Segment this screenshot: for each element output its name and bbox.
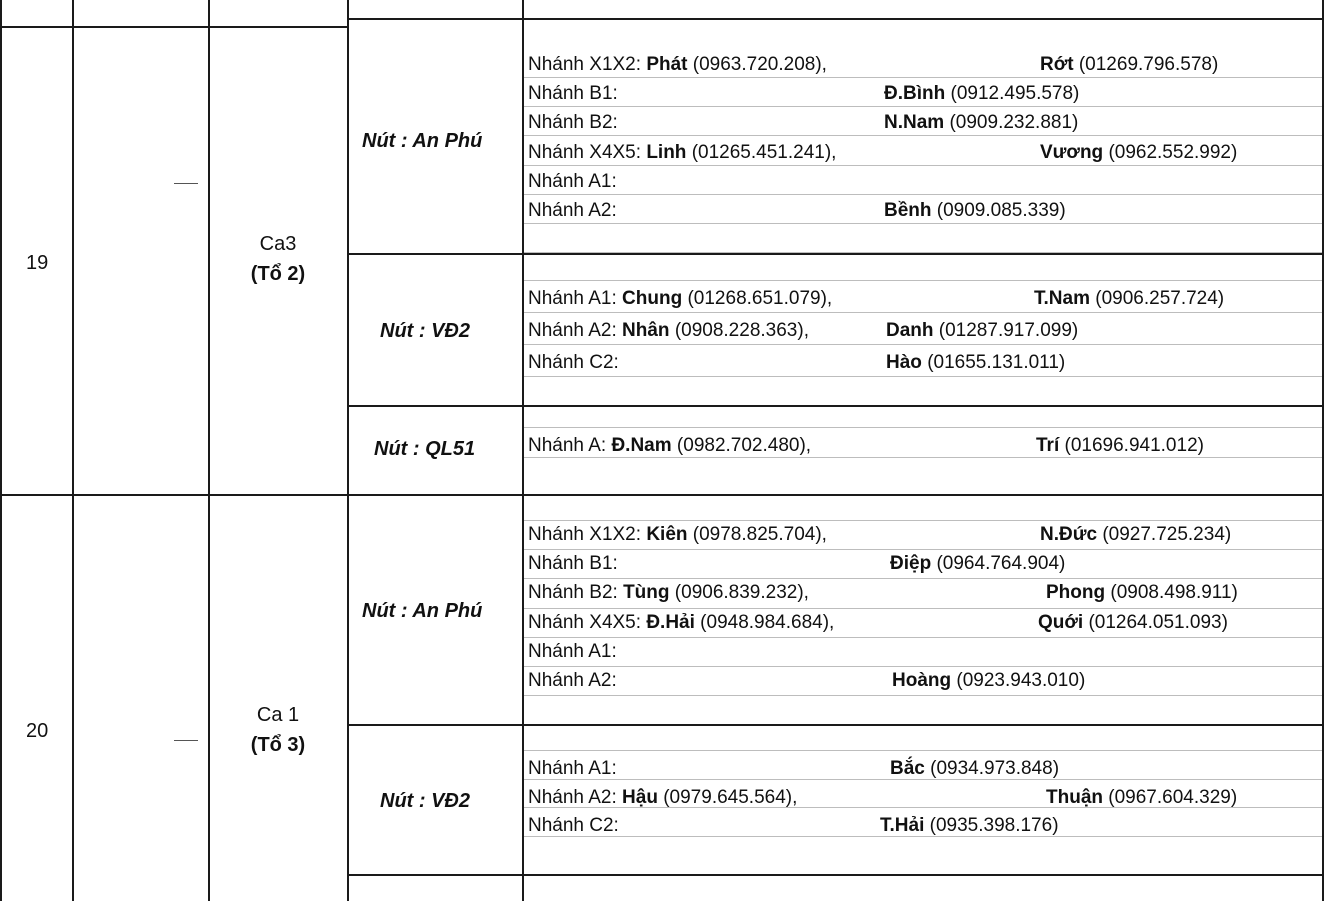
node-label: Nút : VĐ2	[380, 320, 470, 342]
contact-phone: (0906.839.232),	[674, 582, 809, 603]
branch-line	[528, 112, 618, 134]
guide-line	[524, 252, 1322, 253]
contact-phone: (0982.702.480),	[676, 435, 812, 456]
contact-phone: (0934.973.848)	[930, 758, 1060, 779]
contact-name: Hoàng	[892, 670, 952, 691]
contact-phone: (0923.943.010)	[956, 670, 1086, 691]
contact-name: T.Hải	[880, 815, 925, 836]
contact-phone: (0967.604.329)	[1108, 787, 1238, 808]
shift-label: Ca 1	[256, 704, 300, 726]
guide-line	[524, 344, 1322, 345]
contact-name: Thuận	[1046, 787, 1103, 808]
branch-name: Nhánh A1:	[528, 288, 617, 309]
branch-contact-2	[1046, 787, 1237, 809]
node-separator	[347, 874, 1324, 876]
branch-line	[528, 54, 827, 76]
contact-phone: (01264.051.093)	[1088, 612, 1228, 633]
contact-phone: (0935.398.176)	[929, 815, 1059, 836]
contact-phone: (0963.720.208),	[692, 54, 827, 75]
branch-name: Nhánh B2:	[528, 112, 618, 133]
guide-line	[524, 578, 1322, 579]
branch-line	[528, 83, 618, 105]
contact-phone: (0906.257.724)	[1095, 288, 1225, 309]
contact-name: Linh	[646, 142, 687, 163]
scan-mark	[174, 183, 198, 184]
table-column-divider	[347, 0, 349, 901]
branch-name: Nhánh C2:	[528, 815, 619, 836]
contact-name: N.Đức	[1040, 524, 1098, 545]
guide-line	[524, 77, 1322, 78]
branch-contact-2	[1046, 582, 1238, 604]
contact-phone: (01287.917.099)	[938, 320, 1079, 341]
contact-name: Trí	[1036, 435, 1060, 456]
branch-name: Nhánh A2:	[528, 200, 617, 221]
branch-name: Nhánh B1:	[528, 83, 618, 104]
node-separator	[347, 253, 1324, 255]
contact-phone: (0912.495.578)	[950, 83, 1080, 104]
branch-contact-2	[884, 200, 1066, 222]
branch-name: Nhánh A2:	[528, 787, 617, 808]
branch-contact-2	[886, 352, 1065, 374]
branch-line	[528, 787, 797, 809]
branch-contact-2	[1034, 288, 1224, 310]
branch-contact-2	[890, 553, 1065, 575]
guide-line	[524, 637, 1322, 638]
guide-line	[524, 750, 1322, 751]
guide-line	[524, 666, 1322, 667]
guide-line	[524, 549, 1322, 550]
node-separator	[347, 405, 1324, 407]
contact-phone: (0927.725.234)	[1102, 524, 1232, 545]
table-border-right	[1322, 0, 1324, 901]
branch-name: Nhánh A:	[528, 435, 607, 456]
branch-contact-2	[1040, 54, 1218, 76]
contact-phone: (01268.651.079),	[687, 288, 833, 309]
contact-name: Đ.Bình	[884, 83, 946, 104]
contact-name: Điệp	[890, 553, 932, 574]
contact-phone: (0948.984.684),	[700, 612, 835, 633]
scan-mark	[174, 740, 198, 741]
branch-line	[528, 171, 617, 193]
contact-name: Bềnh	[884, 200, 932, 221]
guide-line	[524, 165, 1322, 166]
guide-line	[524, 223, 1322, 224]
contact-name: Phong	[1046, 582, 1106, 603]
contact-phone: (0978.825.704),	[692, 524, 827, 545]
guide-line	[524, 106, 1322, 107]
branch-line	[528, 435, 811, 457]
branch-contact-2	[884, 112, 1078, 134]
contact-name: Phát	[646, 54, 688, 75]
row-number: 19	[26, 252, 49, 274]
contact-name: T.Nam	[1034, 288, 1090, 309]
guide-line	[524, 280, 1322, 281]
branch-contact-2	[1038, 612, 1228, 634]
guide-line	[524, 135, 1322, 136]
branch-line	[528, 758, 617, 780]
contact-phone: (0979.645.564),	[663, 787, 798, 808]
node-label: Nút : VĐ2	[380, 790, 470, 812]
table-border-left	[0, 0, 2, 901]
node-label: Nút : QL51	[374, 438, 476, 460]
branch-contact-2	[1036, 435, 1204, 457]
contact-name: Đ.Nam	[611, 435, 672, 456]
contact-name: Tùng	[623, 582, 670, 603]
branch-name: Nhánh X4X5:	[528, 142, 642, 163]
guide-line	[524, 695, 1322, 696]
branch-line	[528, 320, 809, 342]
contact-name: Kiên	[646, 524, 688, 545]
branch-line	[528, 553, 618, 575]
contact-phone: (0908.498.911)	[1110, 582, 1238, 603]
branch-name: Nhánh X4X5:	[528, 612, 642, 633]
branch-line	[528, 815, 619, 837]
row-separator	[0, 26, 349, 28]
contact-name: Hậu	[622, 787, 658, 808]
branch-line	[528, 200, 617, 222]
branch-name: Nhánh X1X2:	[528, 54, 642, 75]
guide-line	[524, 376, 1322, 377]
contact-phone: (01655.131.011)	[927, 352, 1066, 373]
branch-contact-2	[1040, 524, 1231, 546]
contact-phone: (0908.228.363),	[674, 320, 809, 341]
branch-name: Nhánh X1X2:	[528, 524, 642, 545]
node-label: Nút : An Phú	[362, 600, 483, 622]
branch-name: Nhánh B1:	[528, 553, 618, 574]
branch-contact-2	[886, 320, 1078, 342]
row-number: 20	[26, 720, 49, 742]
contact-phone: (01269.796.578)	[1078, 54, 1219, 75]
contact-name: Vương	[1040, 142, 1104, 163]
contact-name: Đ.Hải	[646, 612, 695, 633]
contact-phone: (01696.941.012)	[1064, 435, 1204, 456]
row-separator	[347, 18, 1324, 20]
branch-name: Nhánh A1:	[528, 171, 617, 192]
branch-contact-2	[892, 670, 1085, 692]
branch-line	[528, 142, 836, 164]
team-label: (Tổ 2)	[250, 263, 306, 285]
guide-line	[524, 312, 1322, 313]
branch-name: Nhánh B2:	[528, 582, 618, 603]
branch-line	[528, 612, 834, 634]
branch-name: Nhánh A1:	[528, 758, 617, 779]
guide-line	[524, 194, 1322, 195]
table-column-divider	[208, 0, 210, 901]
contact-phone: (0962.552.992)	[1108, 142, 1238, 163]
guide-line	[524, 427, 1322, 428]
branch-line	[528, 524, 827, 546]
branch-name: Nhánh C2:	[528, 352, 619, 373]
contact-name: Rớt	[1040, 54, 1074, 75]
contact-name: Bắc	[890, 758, 925, 779]
branch-line	[528, 288, 832, 310]
guide-line	[524, 608, 1322, 609]
node-separator	[347, 724, 1324, 726]
team-label: (Tổ 3)	[250, 734, 306, 756]
contact-name: Quới	[1038, 612, 1084, 633]
contact-name: Chung	[622, 288, 683, 309]
shift-label: Ca3	[259, 233, 297, 255]
branch-line	[528, 582, 809, 604]
branch-contact-2	[890, 758, 1059, 780]
contact-phone: (01265.451.241),	[691, 142, 837, 163]
branch-line	[528, 352, 619, 374]
branch-contact-2	[880, 815, 1059, 837]
branch-line	[528, 670, 617, 692]
branch-name: Nhánh A1:	[528, 641, 617, 662]
row-separator	[0, 494, 1324, 496]
branch-contact-2	[1040, 142, 1237, 164]
contact-name: Nhân	[622, 320, 670, 341]
contact-name: N.Nam	[884, 112, 945, 133]
guide-line	[524, 520, 1322, 521]
guide-line	[524, 457, 1322, 458]
node-label: Nút : An Phú	[362, 130, 483, 152]
table-column-divider	[72, 0, 74, 901]
contact-name: Danh	[886, 320, 934, 341]
branch-contact-2	[884, 83, 1079, 105]
contact-name: Hào	[886, 352, 922, 373]
contact-phone: (0909.232.881)	[949, 112, 1079, 133]
contact-phone: (0964.764.904)	[936, 553, 1066, 574]
branch-line	[528, 641, 617, 663]
branch-name: Nhánh A2:	[528, 320, 617, 341]
branch-name: Nhánh A2:	[528, 670, 617, 691]
contact-phone: (0909.085.339)	[936, 200, 1066, 221]
